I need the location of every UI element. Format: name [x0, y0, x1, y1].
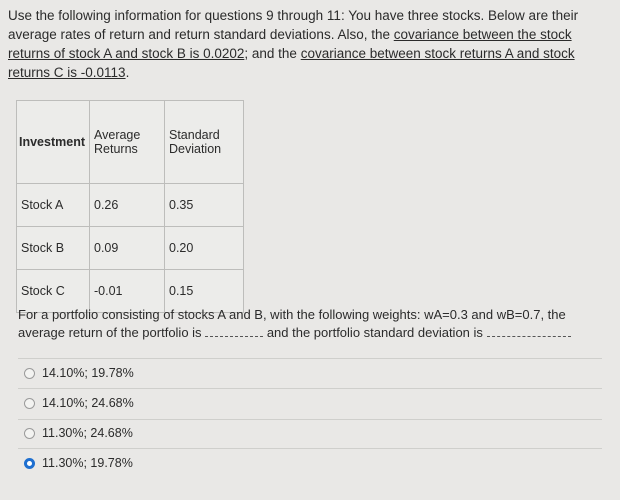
- intro-text-3: .: [125, 65, 130, 80]
- answer-option[interactable]: [24, 396, 134, 410]
- radio-icon[interactable]: [24, 398, 35, 409]
- cell-investment: Stock A: [17, 184, 90, 227]
- cell-average-return: 0.09: [90, 227, 165, 270]
- cell-standard-deviation: 0.35: [165, 184, 244, 227]
- divider: [18, 358, 602, 359]
- radio-icon[interactable]: [24, 428, 35, 439]
- covariance-ab-text: covariance between the stock returns of stock A and stock B is 0.0202: [8, 27, 572, 61]
- intro-text-2: ; and the: [244, 46, 301, 61]
- divider: [18, 448, 602, 449]
- question-line-2: [18, 324, 608, 342]
- cell-investment: Stock C: [17, 270, 90, 313]
- question-line-1: For a portfolio consisting of stocks A and B, with the following weights: wA=0.3 and wB=0.7, the: [18, 307, 566, 322]
- cell-standard-deviation: 0.20: [165, 227, 244, 270]
- question-text: [18, 306, 608, 342]
- divider: [18, 388, 602, 389]
- question-intro: [8, 6, 612, 82]
- header-standard-deviation: Standard Deviation: [165, 101, 244, 184]
- option-label: 11.30%; 19.78%: [42, 456, 133, 470]
- header-investment: Investment: [17, 101, 90, 184]
- table-header-row: [17, 101, 244, 184]
- blank-standard-deviation: [487, 324, 571, 337]
- option-label: 14.10%; 24.68%: [42, 396, 134, 410]
- covariance-ac-text: covariance between stock returns A and stock returns C is -0.0113: [8, 46, 575, 80]
- divider: [18, 419, 602, 420]
- option-label: 14.10%; 19.78%: [42, 366, 134, 380]
- answer-option-selected[interactable]: [24, 456, 133, 470]
- table-row: [17, 227, 244, 270]
- cell-standard-deviation: 0.15: [165, 270, 244, 313]
- intro-text: Use the following information for questions 9 through 11: You have three stocks. Below are their average rates of return and return standard deviations. Also, the: [8, 8, 579, 42]
- stock-table: [16, 100, 244, 313]
- radio-selected-icon[interactable]: [24, 458, 35, 469]
- answer-option[interactable]: [24, 366, 134, 380]
- cell-average-return: 0.26: [90, 184, 165, 227]
- answer-option[interactable]: [24, 426, 133, 440]
- radio-icon[interactable]: [24, 368, 35, 379]
- table-row: [17, 184, 244, 227]
- question-line-2-start: average return of the portfolio is: [18, 325, 202, 340]
- option-label: 11.30%; 24.68%: [42, 426, 133, 440]
- question-line-2-end: and the portfolio standard deviation is: [266, 325, 483, 340]
- blank-average-return: [205, 324, 263, 337]
- cell-investment: Stock B: [17, 227, 90, 270]
- cell-average-return: -0.01: [90, 270, 165, 313]
- header-average-returns: Average Returns: [90, 101, 165, 184]
